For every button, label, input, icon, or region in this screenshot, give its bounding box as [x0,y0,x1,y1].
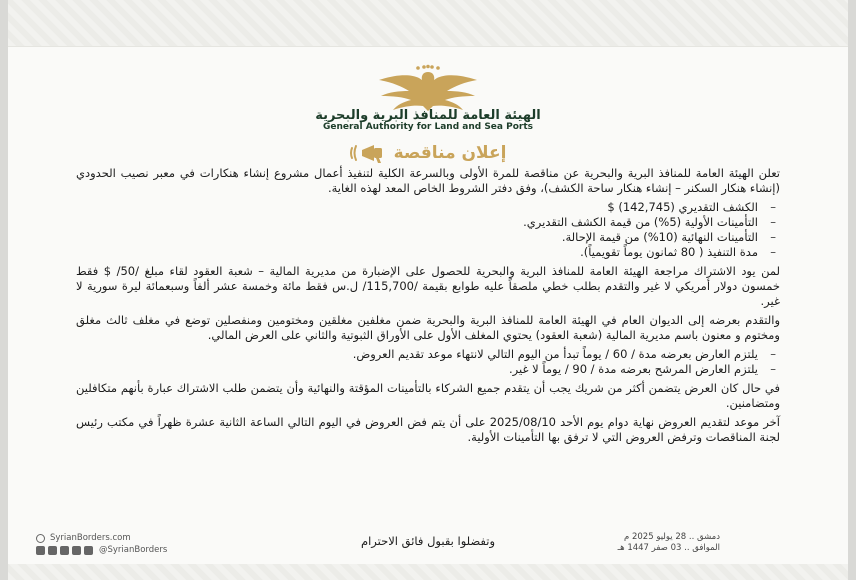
eagle-emblem-icon [373,64,483,112]
megaphone-icon [350,142,386,164]
announcement-heading [308,140,548,166]
terms-list [76,200,780,260]
date-gregorian: دمشق .. 28 يوليو 2025 م [624,532,720,542]
footer-contacts [36,532,236,556]
org-name-arabic: الهيئة العامة للمنافذ البرية والبحرية [315,108,541,123]
globe-icon [36,534,45,543]
participation-paragraph: لمن يود الاشتراك مراجعة الهيئة العامة للمنافذ البرية والبحرية للحصول على الإضبارة من مديرية المالية – شعبة العقود لقاء مبلغ /50/ $ فقط خمسون دولار أمريكي لا غير والتقدم بطلب خطي ملصقاً عليه طوابع بقيمة /115,700/ ل.س فقط مائة وخمسة عشر ألفاً وسبعمائة ليرة سورية لا غير. [76,264,780,308]
term-item: – الكشف التقديري (142,745) $ [76,200,758,215]
deadline-paragraph: آخر موعد لتقديم العروض نهاية دوام يوم الأحد 2025/08/10 على أن يتم فض العروض في اليوم التالي الساعة الثانية عشرة ظهراً في مكتب رئيس لجنة المناقصات وترفض العروض التي لا ترفق بها التأمينات الأولية. [76,415,780,444]
facebook-icon[interactable] [36,546,45,555]
intro-paragraph: تعلن الهيئة العامة للمنافذ البرية والبحرية عن مناقصة للمرة الأولى وبالسرعة الكلية لتنفيذ أعمال مشروع إنشاء هنكارات في معبر نصيب الحدودي (إنشاء هنكار السكنر – إنشاء هنكار ساحة الكشف)، وفق دفتر الشروط الخاص المعد لهذه الغاية. [76,166,780,195]
validity-item: – يلتزم العارض بعرضه مدة / 60 / يوماً تبدأ من اليوم التالي لانتهاء موعد تقديم العروض. [76,347,758,362]
website-row[interactable] [36,532,236,544]
submission-paragraph: والتقدم بعرضه إلى الديوان العام في الهيئة العامة للمنافذ البرية والبحرية ضمن مغلفين مغلقين ومختومين ومنفصلين توضع في مغلف ثالث مغلق ومختوم و معنون باسم مديرية المالية (شعبة العقود) يحتوي المغلف الأول على الأوراق الثبوتية والثاني على العرض المالي. [76,313,780,342]
website-link[interactable]: SyrianBorders.com [50,533,131,543]
closing-line: وتفضلوا بقبول فائق الاحترام [360,534,496,548]
instagram-icon[interactable] [60,546,69,555]
term-item: – التأمينات الأولية (5%) من قيمة الكشف التقديري. [76,215,758,230]
bottom-decorative-band [8,564,848,580]
youtube-icon[interactable] [72,546,81,555]
social-row [36,544,236,556]
announcement-title: إعلان مناقصة [393,143,507,163]
telegram-icon[interactable] [84,546,93,555]
announcement-page [8,0,848,580]
announcement-body [76,166,780,449]
validity-list [76,347,780,377]
top-decorative-band [8,0,848,47]
date-block [608,532,720,554]
term-item: – التأمينات النهائية (10%) من قيمة الإحالة. [76,230,758,245]
social-handle[interactable]: @SyrianBorders [99,545,168,555]
date-hijri: الموافق .. 03 صفر 1447 هـ [617,543,720,553]
x-icon[interactable] [48,546,57,555]
validity-item: – يلتزم العارض المرشح بعرضه مدة / 90 / يوماً لا غير. [76,362,758,377]
partners-paragraph: في حال كان العرض يتضمن أكثر من شريك يجب أن يتقدم جميع الشركاء بالتأمينات المؤقتة والنهائية وأن يتضمن طلب الاشتراك عبارة بأنهم متكافلين ومتضامنين. [76,381,780,410]
term-item: – مدة التنفيذ ( 80 ثمانون يوماً تقويمياً). [76,245,758,260]
org-name-english: General Authority for Land and Sea Ports [322,122,533,132]
